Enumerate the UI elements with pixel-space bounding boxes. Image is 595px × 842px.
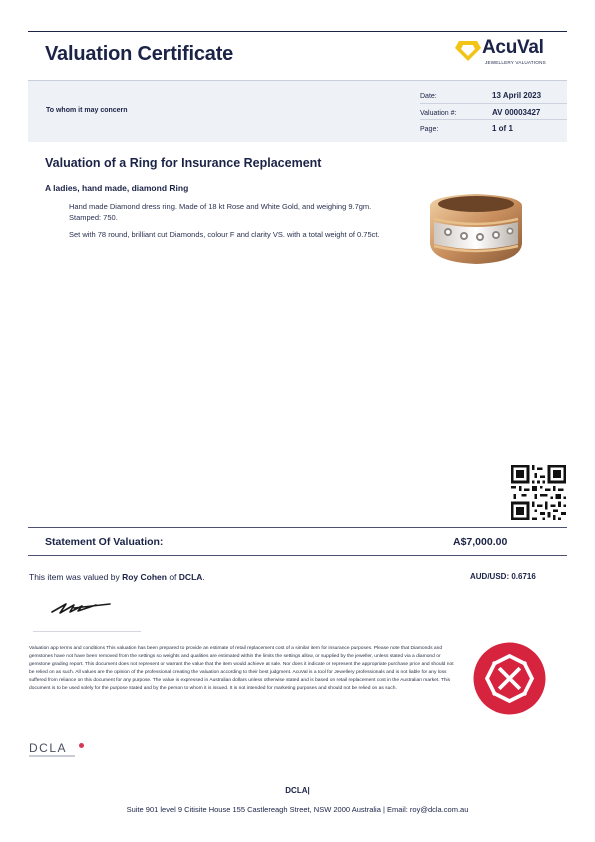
dcla-logo-text: DCLA — [29, 741, 68, 755]
top-rule — [28, 31, 567, 32]
statement-rule-bottom — [28, 555, 567, 556]
item-description-2: Set with 78 round, brilliant cut Diamonds, colour F and clarity VS. with a total weight of 0.75ct. — [69, 230, 380, 239]
item-title: A ladies, hand made, diamond Ring — [45, 183, 189, 193]
valuation-row — [420, 108, 540, 117]
acuval-logo — [455, 36, 565, 72]
date-value: 13 April 2023 — [492, 91, 542, 100]
page-value: 1 of 1 — [492, 124, 513, 133]
valued-by — [29, 572, 205, 582]
footer-company: DCLA| — [285, 786, 310, 795]
valued-by-suffix: . — [202, 572, 205, 582]
dcla-logo-tagline — [29, 755, 75, 757]
valuer-name: Roy Cohen — [122, 572, 167, 582]
statement-label: Statement Of Valuation: — [45, 536, 164, 548]
ring-photo — [420, 188, 530, 270]
item-description-1: Hand made Diamond dress ring. Made of 18 kt Rose and White Gold, and weighing 9.7gm. Stamped: 750. — [69, 202, 372, 222]
date-row — [420, 91, 541, 100]
exchange-rate: AUD/USD: 0.6716 — [470, 572, 536, 581]
valued-by-of: of — [169, 572, 177, 582]
acuval-diamond-icon — [455, 38, 481, 62]
meta-band — [28, 80, 567, 142]
statement-value: A$7,000.00 — [453, 536, 508, 548]
meta-divider — [420, 103, 567, 104]
page-row — [420, 124, 513, 133]
dcla-logo-dot — [79, 743, 84, 748]
footer-address: Suite 901 level 9 Citisite House 155 Castlereagh Street, NSW 2000 Australia | Email: roy@dcla.com.au — [126, 805, 469, 814]
qr-code[interactable] — [511, 465, 566, 520]
logo-wordmark: AcuVal — [482, 37, 544, 58]
terms-and-conditions: Valuation app terms and conditions This valuation has been prepared to provide an estimate of retail replacement cost of a similar item for insurance purposes. Please note that Diamonds and gemstones have not have been removed from the settings so weights and qualities are estimated within the limits the settings allow, or supplied by the jeweller, unless stated via a diamond or gemstone grading report. This document does not represent or warrant the value that the item would achieve at sale. Nor does it indicate or represent the appropriate purchase price and should not be relied on as such. All values are the opinion of the professional creating the valuation according to their best judgment. AcuVal is a tool for Jewellery professionals and is not liable for any loss suffered from reliance on this document for any purpose. The value is expressed in Australian dollars unless otherwise stated and is based on retail replacement cost in the Australian market. This document is to be used solely for the purpose stated and by the person to whom it is issued. It is not intended for marketing purposes and should not be relied on as such. — [29, 646, 454, 691]
addressee: To whom it may concern — [46, 107, 128, 114]
date-label: Date: — [420, 93, 437, 100]
valuation-number: AV 00003427 — [492, 108, 541, 117]
dcla-emblem-icon — [472, 641, 547, 716]
valuer-company: DCLA — [178, 572, 203, 582]
statement-rule-top — [28, 527, 567, 528]
dcla-logo — [29, 741, 89, 761]
page-label: Page: — [420, 126, 439, 133]
valued-by-prefix: This item was valued by — [29, 572, 120, 582]
page-title: Valuation Certificate — [45, 43, 234, 65]
logo-subtitle: JEWELLERY VALUATIONS — [485, 60, 546, 65]
meta-divider — [420, 119, 567, 120]
signature — [48, 596, 118, 618]
valuation-subject: Valuation of a Ring for Insurance Replacement — [45, 156, 322, 170]
signature-line — [33, 631, 141, 632]
valuation-label: Valuation #: — [420, 110, 457, 117]
